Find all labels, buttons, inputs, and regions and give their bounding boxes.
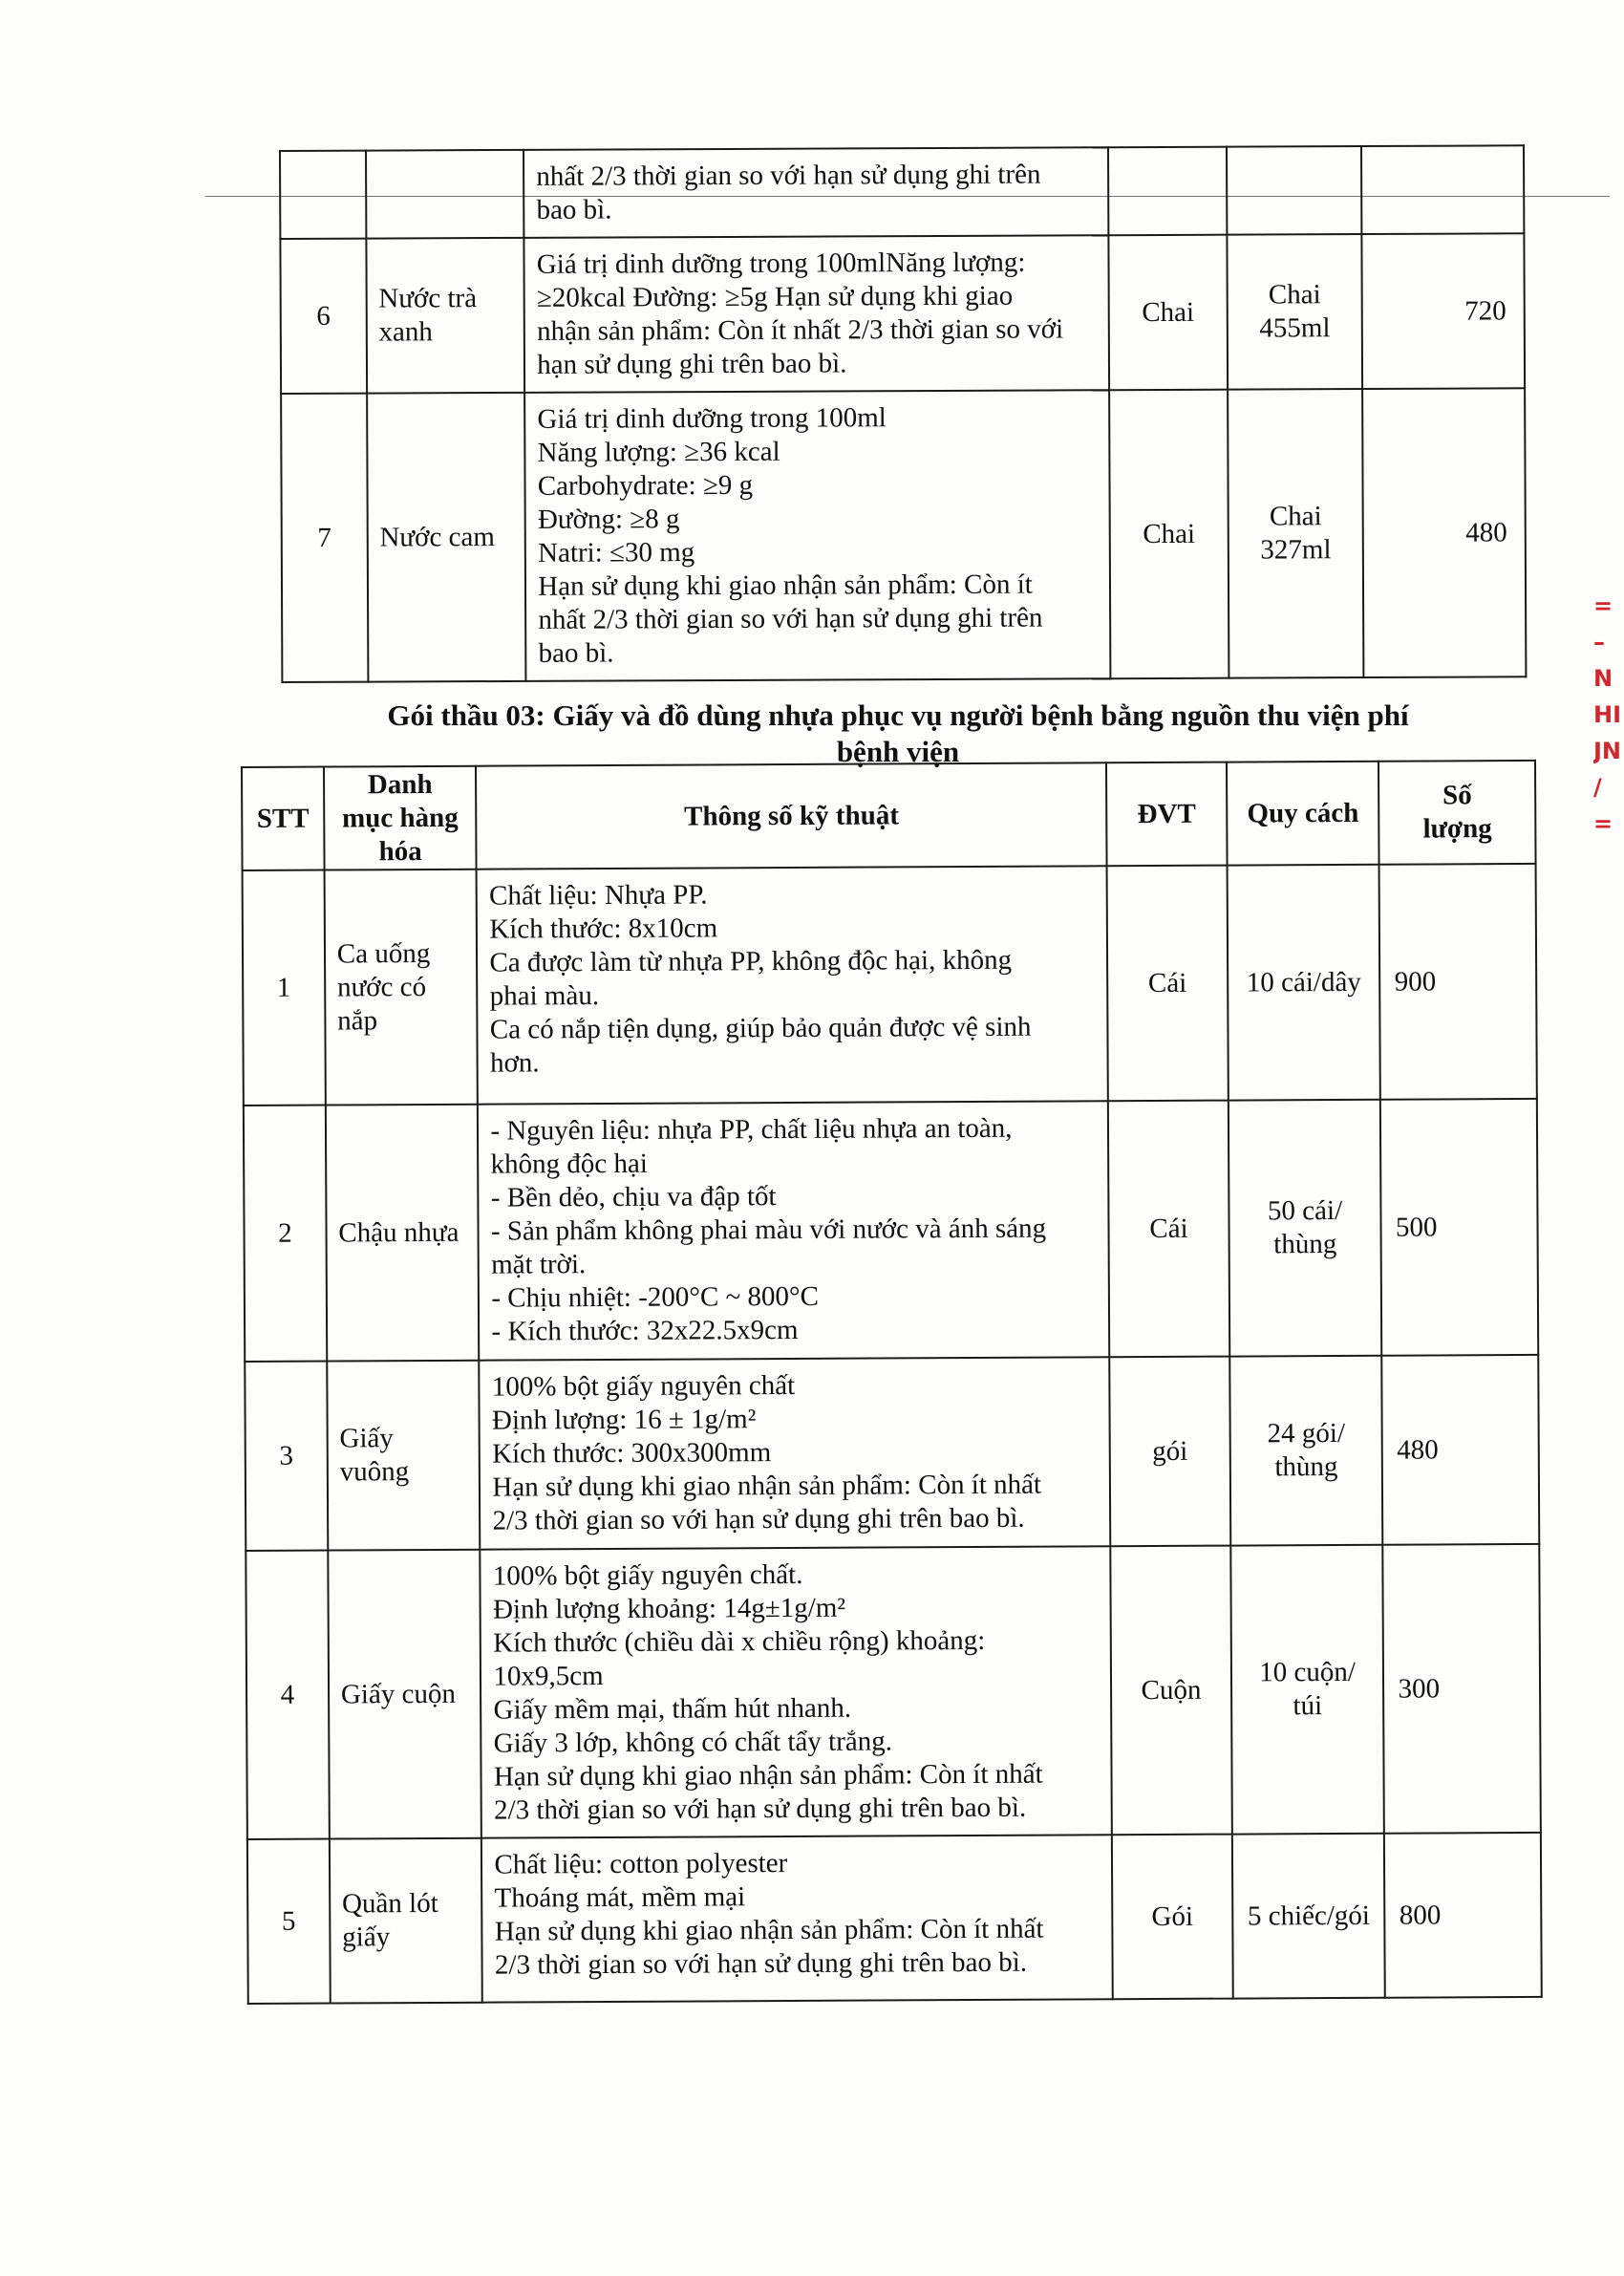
row-quantity: 500 <box>1380 1099 1538 1356</box>
row-packaging: Chai 327ml <box>1228 389 1364 678</box>
row-packaging: 10 cái/dây <box>1227 865 1380 1101</box>
package-03-table <box>241 760 1543 2005</box>
header-quantity: Số lượng <box>1378 761 1535 865</box>
table-row <box>280 145 1524 239</box>
header-item-name: Danh mục hàng hóa <box>324 766 477 870</box>
row-quantity: 900 <box>1379 864 1537 1100</box>
row-quantity: 480 <box>1363 388 1527 677</box>
header-packaging: Quy cách <box>1227 762 1379 866</box>
row-item-name: Giấy cuộn <box>328 1550 481 1839</box>
row-stt: 4 <box>246 1551 329 1839</box>
row-packaging: 10 cuộn/ túi <box>1230 1545 1384 1835</box>
table-row <box>245 1355 1539 1551</box>
row-specification: - Nguyên liệu: nhựa PP, chất liệu nhựa an toàn, không độc hại - Bền dẻo, chịu va đập tốt - Sản phẩm không phai màu với nước và ánh sáng mặt trời. - Chịu nhiệt: -200°C ~ 800°C - Kích thước: 32x22.5x9cm <box>478 1101 1109 1360</box>
section-title <box>287 698 1509 770</box>
row-unit <box>1108 147 1227 236</box>
row-quantity: 300 <box>1383 1544 1541 1834</box>
row-unit: Cái <box>1108 1101 1229 1358</box>
row-unit: Chai <box>1108 235 1227 391</box>
row-unit: Cuộn <box>1110 1546 1231 1836</box>
row-item-name: Nước trà xanh <box>366 238 524 394</box>
row-quantity: 720 <box>1362 233 1525 389</box>
row-packaging: Chai 455ml <box>1227 234 1362 390</box>
row-item-name: Quần lót giấy <box>330 1838 482 2004</box>
row-stt: 5 <box>247 1839 331 2004</box>
row-packaging: 50 cái/ thùng <box>1229 1100 1382 1357</box>
row-specification: Giá trị dinh dưỡng trong 100ml Năng lượng: ≥36 kcal Carbohydrate: ≥9 g Đường: ≥8 g Natri: ≤30 mg Hạn sử dụng khi giao nhận sản phẩm: Còn ít nhất 2/3 thời gian so với hạn sử dụng ghi trên bao bì. <box>524 390 1110 681</box>
section-title-line2: bệnh viện <box>836 735 960 768</box>
row-stt: 7 <box>281 394 368 682</box>
row-stt: 2 <box>244 1106 327 1362</box>
row-unit: gói <box>1109 1357 1230 1547</box>
row-unit: Gói <box>1112 1835 1233 2000</box>
row-stt: 3 <box>245 1362 328 1551</box>
row-item-name: Chậu nhựa <box>326 1105 480 1362</box>
row-specification: Chất liệu: cotton polyester Thoáng mát, mềm mại Hạn sử dụng khi giao nhận sản phẩm: Còn ít nhất 2/3 thời gian so với hạn sử dụng ghi trên bao bì. <box>481 1835 1113 2002</box>
section-title-line1: Gói thầu 03: Giấy và đồ dùng nhựa phục vụ người bệnh bằng nguồn thu viện phí <box>387 698 1409 732</box>
table-row <box>281 388 1526 682</box>
row-item-name <box>366 150 524 239</box>
row-quantity: 480 <box>1382 1355 1540 1545</box>
header-specification: Thông số kỹ thuật <box>476 762 1106 869</box>
row-unit: Chai <box>1109 390 1229 679</box>
margin-stamp: = – N HI JN / = <box>1593 592 1622 837</box>
row-specification: 100% bột giấy nguyên chất Định lượng: 16 ± 1g/m² Kích thước: 300x300mm Hạn sử dụng khi giao nhận sản phẩm: Còn ít nhất 2/3 thời gian so với hạn sử dụng ghi trên bao bì. <box>480 1357 1111 1549</box>
row-quantity: 800 <box>1384 1833 1541 1998</box>
row-specification: nhất 2/3 thời gian so với hạn sử dụng ghi trên bao bì. <box>524 147 1108 238</box>
row-unit: Cái <box>1107 866 1229 1102</box>
row-specification: Chất liệu: Nhựa PP. Kích thước: 8x10cm Ca được làm từ nhựa PP, không độc hại, không phai màu. Ca có nắp tiện dụng, giúp bảo quản được vệ sinh hơn. <box>477 866 1108 1104</box>
table-row <box>247 1833 1542 2004</box>
row-item-name: Nước cam <box>367 393 526 682</box>
table-row <box>243 864 1537 1106</box>
row-stt: 6 <box>280 239 366 394</box>
table-row <box>244 1099 1538 1362</box>
row-stt <box>280 151 366 239</box>
row-packaging <box>1227 146 1362 235</box>
row-packaging: 24 gói/ thùng <box>1229 1356 1383 1546</box>
row-quantity <box>1361 145 1524 234</box>
row-item-name: Ca uống nước có nắp <box>324 870 478 1106</box>
header-unit: ĐVT <box>1106 762 1227 867</box>
continued-items-table <box>279 144 1527 683</box>
row-specification: Giá trị dinh dưỡng trong 100mlNăng lượng: ≥20kcal Đường: ≥5g Hạn sử dụng khi giao nhận sản phẩm: Còn ít nhất 2/3 thời gian so với hạn sử dụng ghi trên bao bì. <box>524 235 1110 393</box>
row-specification: 100% bột giấy nguyên chất. Định lượng khoảng: 14g±1g/m² Kích thước (chiều dài x chiều rộng) khoảng: 10x9,5cm Giấy mềm mại, thấm hút nhanh. Giấy 3 lớp, không có chất tẩy trắng. Hạn sử dụng khi giao nhận sản phẩm: Còn ít nhất 2/3 thời gian so với hạn sử dụng ghi trên bao bì. <box>481 1546 1112 1837</box>
table-row <box>246 1544 1541 1839</box>
header-stt: STT <box>242 767 324 870</box>
row-stt: 1 <box>243 870 326 1106</box>
row-packaging: 5 chiếc/gói <box>1232 1834 1386 1999</box>
table-header-row <box>242 761 1536 870</box>
row-item-name: Giấy vuông <box>327 1361 481 1551</box>
table-row <box>280 233 1525 394</box>
